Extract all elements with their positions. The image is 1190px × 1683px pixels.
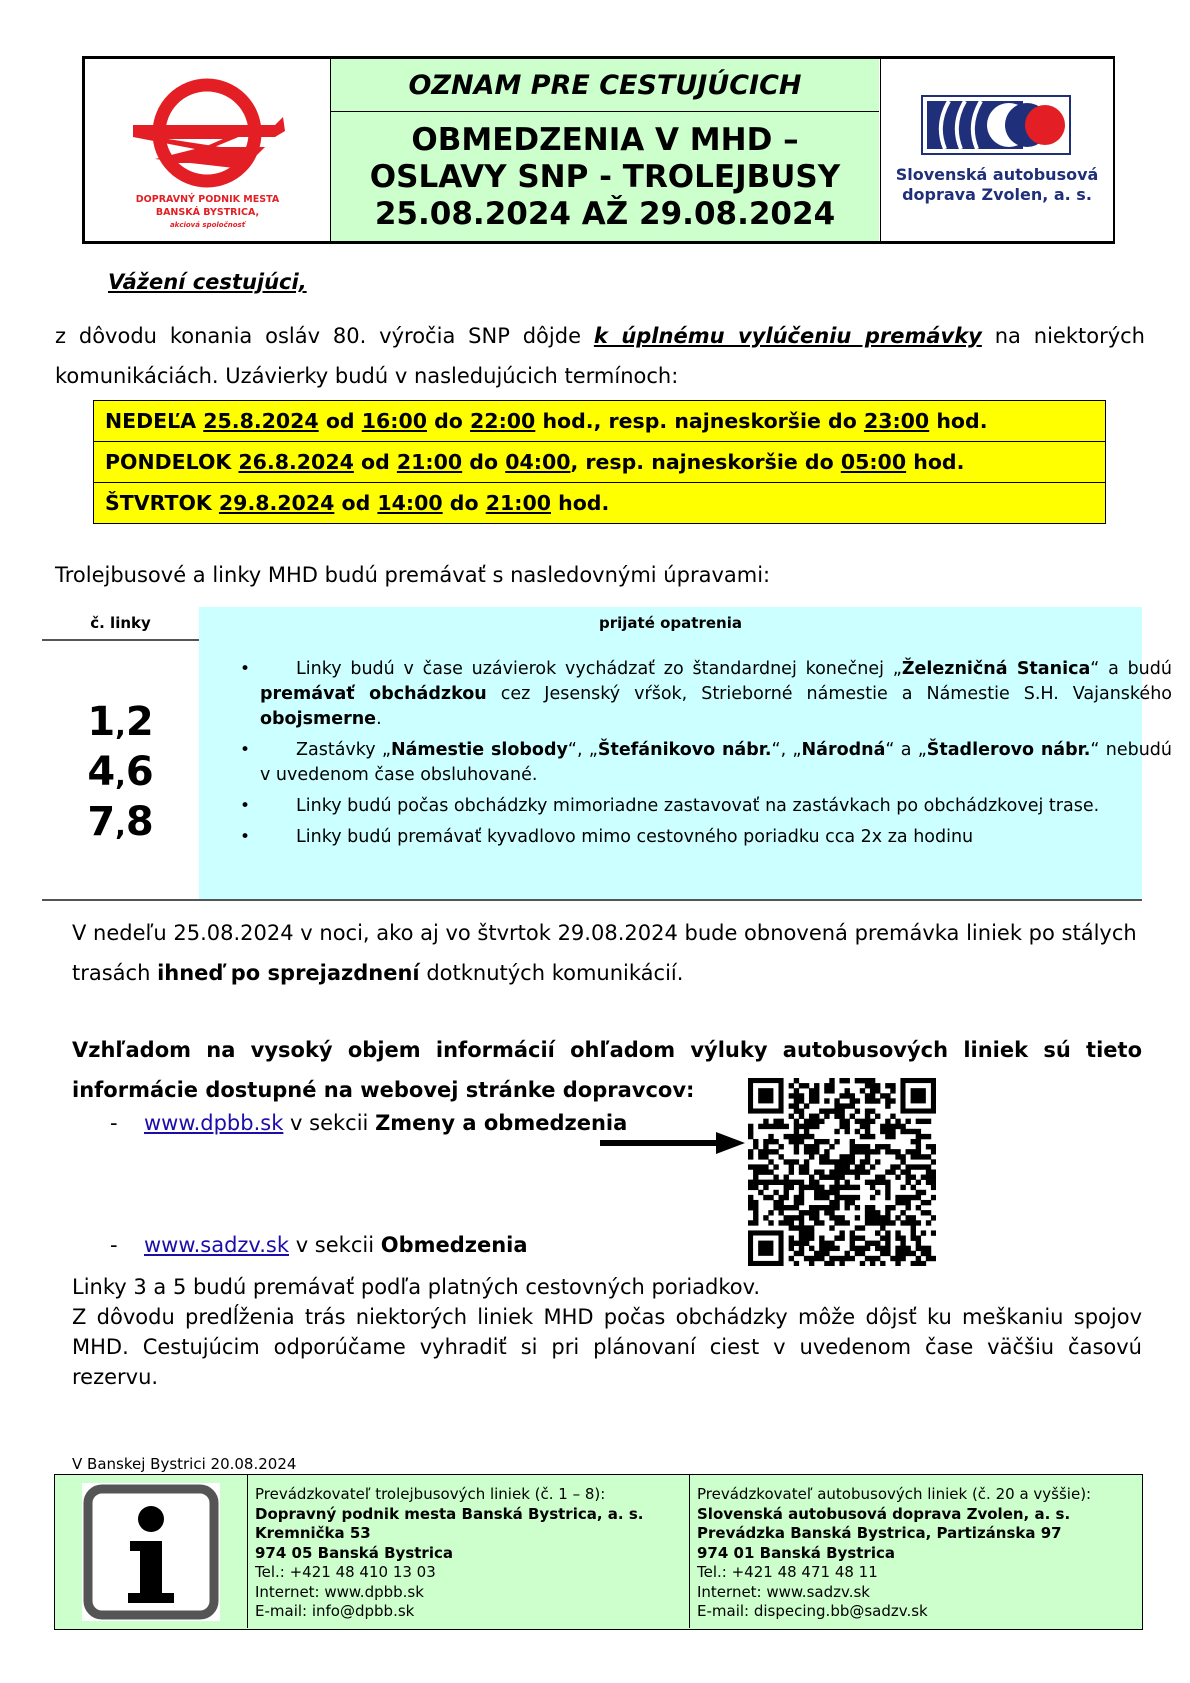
arrow-right-icon	[600, 1132, 745, 1154]
footer-line: E-mail: dispecing.bb@sadzv.sk	[697, 1602, 928, 1620]
footer-line: 974 05 Banská Bystrica	[255, 1543, 453, 1562]
col-header-lines: č. linky	[90, 614, 151, 632]
measure-item: • Linky budú v čase uzávierok vychádzať zo štandardnej konečnej „Železničná Stanica“ a budú premávať obchádzkou cez Jesenský vŕšok, Strieborné námestie a Námestie S.H. Vajanského obojsmerne.	[242, 657, 1172, 732]
footer-line: Prevádzkovateľ autobusových liniek (č. 20 a vyššie):	[697, 1485, 1092, 1503]
schedule-day: ŠTVRTOK	[105, 491, 219, 515]
dpbb-link[interactable]: www.dpbb.sk	[144, 1111, 284, 1135]
link-row-dpbb: - www.dpbb.sk v sekcii Zmeny a obmedzenia	[110, 1111, 628, 1135]
bus-operator	[690, 1475, 1140, 1628]
tail-paragraph: Linky 3 a 5 budú premávať podľa platných cestovných poriadkov. Z dôvodu predĺženia trás niektorých liniek MHD počas obchádzky môže dôjsť ku meškaniu spojov MHD. Cestujúcim odporúčame vyhradiť si pri plánovaní ciest v uvedenom čase väčšiu časovú rezervu.	[72, 1275, 1142, 1389]
footer-line: Tel.: +421 48 471 48 11	[697, 1563, 878, 1581]
line-separator: ,	[115, 759, 126, 792]
footer-line: 974 01 Banská Bystrica	[697, 1543, 895, 1562]
schedule-from: 14:00	[377, 491, 443, 515]
footer-line: Tel.: +421 48 410 13 03	[255, 1563, 436, 1581]
footer-line: Slovenská autobusová doprava Zvolen, a. s.	[697, 1504, 1071, 1523]
schedule-to: 04:00	[505, 450, 571, 474]
line-number-row	[42, 747, 199, 797]
table-divider	[42, 639, 199, 641]
schedule-date: 29.8.2024	[218, 491, 335, 515]
schedule-row: NEDEĽA 25.8.2024 od 16:00 do 22:00 hod., resp. najneskoršie do 23:00 hod.	[94, 401, 1105, 442]
footer-line: Kremnička 53	[255, 1524, 371, 1542]
measure-item: • Zastávky „Námestie slobody“, „Štefánikovo nábr.“, „Národná“ a „Štadlerovo nábr.“ nebudú v uvedenom čase obsluhované.	[242, 738, 1172, 788]
lines-intro: Trolejbusové a linky MHD budú premávať s nasledovnými úpravami:	[55, 563, 771, 587]
measures-list	[242, 657, 1172, 856]
line-number: 8	[125, 799, 154, 845]
footer-line: Internet: www.dpbb.sk	[255, 1582, 424, 1601]
dpbb-logo-text: DOPRAVNÝ PODNIK MESTA BANSKÁ BYSTRICA, akciová spoločnosť	[135, 194, 280, 229]
line-number: 1	[87, 699, 116, 745]
link-row-sadzv: - www.sadzv.sk v sekcii Obmedzenia	[110, 1233, 528, 1257]
line-number: 4	[87, 749, 116, 795]
info-icon-cell	[55, 1475, 248, 1628]
footer-line: Prevádzkovateľ trolejbusových liniek (č. 1 – 8):	[255, 1485, 606, 1503]
info-paragraph: Vzhľadom na vysoký objem informácií ohľadom výluky autobusových liniek sú tieto informácie dostupné na webovej stránke dopravcov:	[72, 1038, 1142, 1102]
table-divider	[42, 899, 1142, 901]
line-numbers	[42, 697, 199, 847]
closure-schedule	[93, 400, 1106, 524]
schedule-day: PONDELOK	[105, 450, 239, 474]
notice-subtitle: OBMEDZENIA V MHD – OSLAVY SNP - TROLEJBUSY 25.08.2024 AŽ 29.08.2024	[369, 121, 841, 232]
greeting: Vážení cestujúci,	[108, 270, 307, 294]
line-separator: ,	[115, 809, 126, 842]
schedule-day: NEDEĽA	[105, 409, 204, 433]
sad-logo-icon	[921, 95, 1071, 155]
contact-footer	[54, 1474, 1143, 1630]
restore-paragraph: V nedeľu 25.08.2024 v noci, ako aj vo štvrtok 29.08.2024 bude obnovená premávka liniek po stálych trasách ihneď po sprejazdnení dotknutých komunikácií.	[72, 921, 1137, 985]
qr-code-icon[interactable]	[748, 1078, 936, 1266]
sad-logo-text: Slovenská autobusová doprava Zvolen, a. s.	[895, 165, 1099, 204]
restore-emphasis: ihneď po sprejazdnení	[157, 961, 420, 985]
place-date: V Banskej Bystrici 20.08.2024	[72, 1455, 297, 1473]
header-title-cell	[331, 59, 879, 241]
line-number: 7	[87, 799, 116, 845]
schedule-to: 22:00	[470, 409, 536, 433]
line-separator: ,	[115, 709, 126, 742]
notice-header	[82, 56, 1115, 244]
dpbb-logo-cell	[85, 59, 331, 241]
notice-title: OZNAM PRE CESTUJÚCICH	[331, 59, 879, 112]
schedule-date: 26.8.2024	[238, 450, 354, 474]
measure-item: • Linky budú počas obchádzky mimoriadne zastavovať na zastávkach po obchádzkovej trase.	[242, 794, 1172, 819]
sadzv-link[interactable]: www.sadzv.sk	[144, 1233, 290, 1257]
schedule-date: 25.8.2024	[203, 409, 319, 433]
col-header-measures: prijaté opatrenia	[199, 607, 1142, 639]
schedule-to: 21:00	[485, 491, 551, 515]
sad-logo-cell	[880, 59, 1113, 241]
schedule-from: 21:00	[396, 450, 463, 474]
footer-line: Internet: www.sadzv.sk	[697, 1582, 870, 1601]
schedule-row: PONDELOK 26.8.2024 od 21:00 do 04:00, resp. najneskoršie do 05:00 hod.	[94, 442, 1105, 483]
line-number: 6	[125, 749, 154, 795]
line-number-row	[42, 797, 199, 847]
intro-emphasis: k úplnému vylúčeniu premávky	[593, 324, 982, 348]
schedule-latest: 05:00	[840, 450, 907, 474]
footer-line: Prevádzka Banská Bystrica, Partizánska 97	[697, 1524, 1062, 1542]
schedule-row: ŠTVRTOK 29.8.2024 od 14:00 do 21:00 hod.	[94, 483, 1105, 523]
measures-table	[42, 607, 1172, 900]
info-icon	[80, 1481, 222, 1623]
footer-line: Dopravný podnik mesta Banská Bystrica, a. s.	[255, 1504, 644, 1523]
line-number: 2	[125, 699, 154, 745]
footer-line: E-mail: info@dpbb.sk	[255, 1602, 415, 1620]
dpbb-logo-icon	[125, 73, 290, 193]
trolleybus-operator	[248, 1475, 690, 1628]
schedule-from: 16:00	[361, 409, 427, 433]
measure-item: • Linky budú premávať kyvadlovo mimo cestovného poriadku cca 2x za hodinu	[242, 825, 1172, 850]
intro-paragraph: z dôvodu konania osláv 80. výročia SNP dôjde k úplnému vylúčeniu premávky na niektorých komunikáciách. Uzávierky budú v nasledujúcich termínoch:	[55, 324, 1145, 388]
line-number-row	[42, 697, 199, 747]
schedule-latest: 23:00	[863, 409, 930, 433]
